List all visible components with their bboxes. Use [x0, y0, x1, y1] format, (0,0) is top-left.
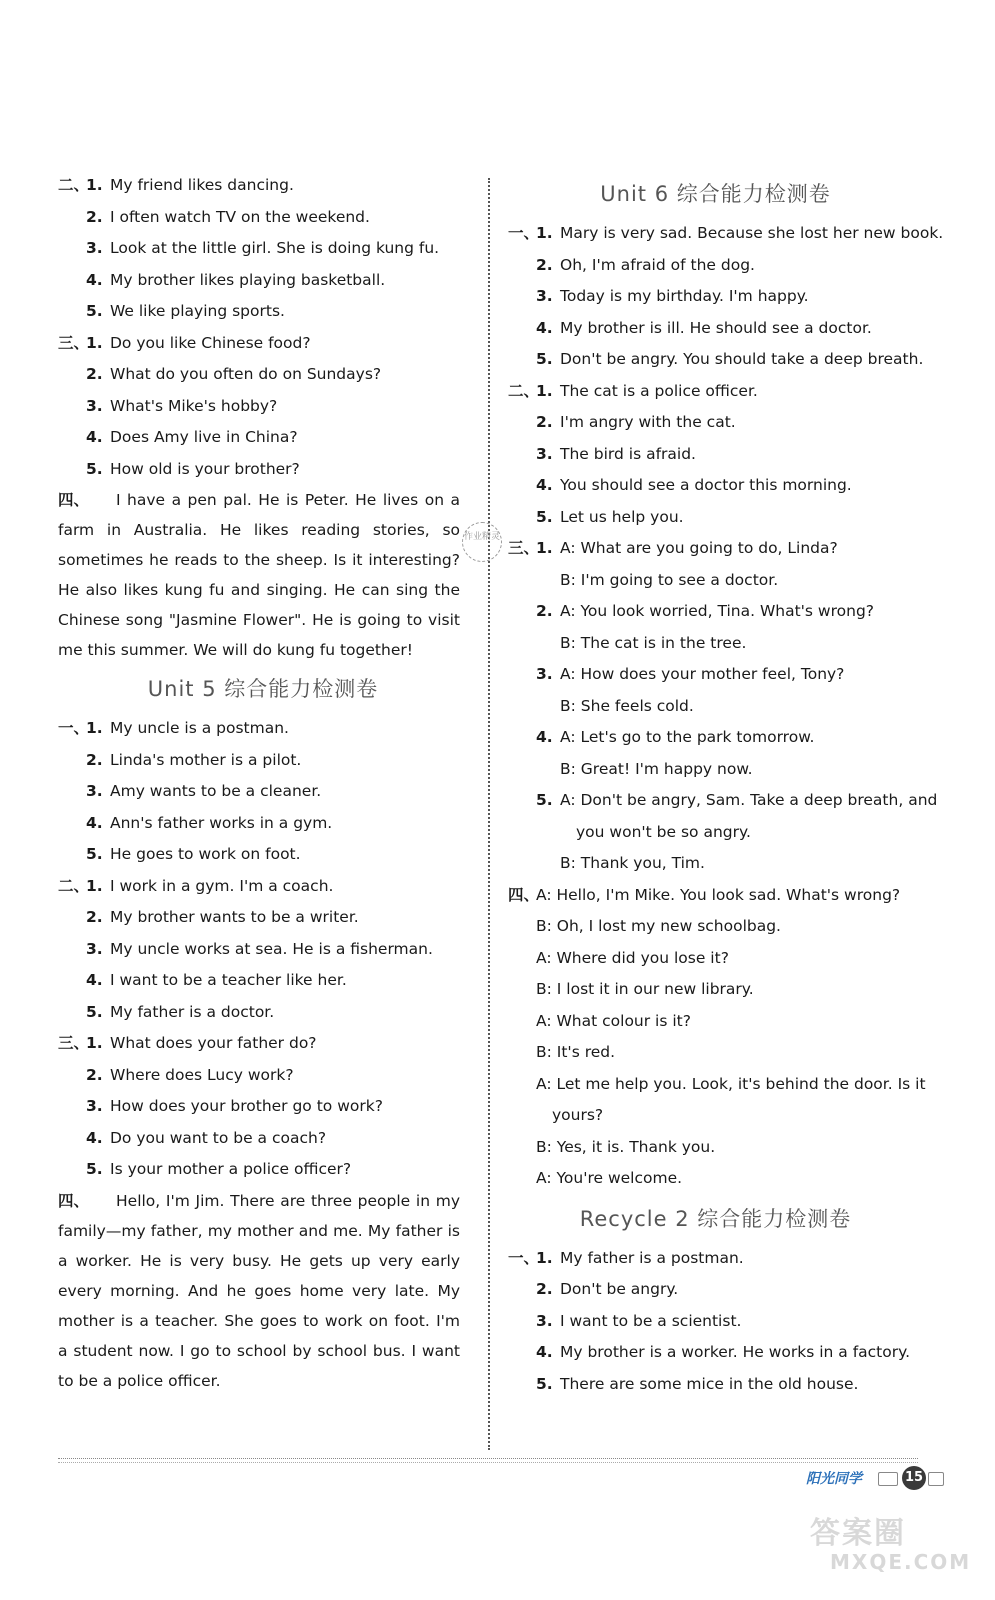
- list-item: 4. I want to be a teacher like her.: [86, 971, 347, 989]
- section-marker: 三、: [58, 1034, 90, 1052]
- dialogue-line: B: I'm going to see a doctor.: [560, 570, 779, 589]
- unit5-section-2: [58, 871, 468, 1029]
- list-item: 2. Oh, I'm afraid of the dog.: [536, 255, 755, 274]
- list-item: 4. My brother likes playing basketball.: [86, 270, 386, 289]
- list-item: 4. Does Amy live in China?: [86, 428, 298, 446]
- list-item: 3. Today is my birthday. I'm happy.: [536, 287, 809, 305]
- list-item: 2. I'm angry with the cat.: [536, 413, 736, 431]
- unit5-section-4-paragraph: 四、 Hello, I'm Jim. There are three people in my family—my father, my mother and me. My father is a worker. He is very busy. He gets up very early every morning. And he goes home very late. My mother is a teacher. She goes to work on foot. I'm a student now. I go to school by school bus. I want to be a police officer.: [58, 1186, 468, 1396]
- dialogue-line: B: She feels cold.: [560, 696, 694, 715]
- footer-decoration-icon: [878, 1472, 898, 1486]
- list-item: 2. I often watch TV on the weekend.: [86, 207, 370, 226]
- section-marker: 二、: [58, 876, 90, 895]
- dialogue-line: B: Oh, I lost my new schoolbag.: [536, 917, 781, 935]
- list-item: 3. What's Mike's hobby?: [86, 396, 278, 415]
- dialogue-line: 三、 1. A: What are you going to do, Linda?: [508, 533, 923, 565]
- footer-divider: [58, 1462, 918, 1463]
- section-2: [58, 170, 468, 328]
- dialogue-line: A: Where did you lose it?: [536, 948, 729, 967]
- list-item: 2. My brother wants to be a writer.: [86, 908, 359, 926]
- list-item: 5. How old is your brother?: [86, 459, 300, 478]
- section-4-paragraph: 四、 I have a pen pal. He is Peter. He lives on a farm in Australia. He likes reading stories, so sometimes he reads to the sheep. Is it interesting? He also likes kung fu and singing. He can sing the Chinese song "Jasmine Flower". He is going to visit me this summer. We will do kung fu together!: [58, 485, 468, 665]
- list-item: 5. My father is a doctor.: [86, 1002, 275, 1021]
- list-item: 三、 1. What does your father do?: [58, 1028, 468, 1060]
- dialogue-line: A: You're welcome.: [536, 1169, 683, 1187]
- list-item: 4. My brother is a worker. He works in a factory.: [536, 1343, 911, 1361]
- section-3: [58, 328, 468, 486]
- unit5-section-3: [58, 1028, 468, 1186]
- list-item: 3. Amy wants to be a cleaner.: [86, 782, 322, 800]
- recycle2-section-1: [508, 1243, 923, 1401]
- section-marker: 四、: [508, 885, 540, 904]
- list-item: 4. You should see a doctor this morning.: [536, 476, 852, 494]
- list-item: 5. There are some mice in the old house.: [536, 1374, 859, 1393]
- watermark-text: MXQE.COM: [830, 1550, 972, 1574]
- footer-decoration-icon: [928, 1472, 944, 1486]
- list-item: 3. Look at the little girl. She is doing kung fu.: [86, 239, 440, 257]
- unit6-section-4: [508, 880, 926, 1195]
- list-item: 4. Do you want to be a coach?: [86, 1128, 327, 1147]
- dialogue-line: B: I lost it in our new library.: [536, 980, 754, 998]
- page-number: 15: [902, 1466, 926, 1490]
- list-item: 4. Ann's father works in a gym.: [86, 813, 333, 832]
- section-marker: 一、: [508, 1248, 540, 1267]
- section-marker: 一、: [58, 719, 90, 737]
- list-item: 2. Don't be angry.: [536, 1280, 679, 1298]
- section-marker: 二、: [508, 381, 540, 400]
- section-marker: 四、: [58, 1191, 90, 1210]
- list-item: 3. The bird is afraid.: [536, 444, 696, 463]
- section-marker: 一、: [508, 224, 540, 242]
- footer-divider: [58, 1458, 918, 1459]
- list-item: 一、 1. Mary is very sad. Because she lost her new book.: [508, 218, 923, 250]
- section-marker: 三、: [508, 539, 540, 557]
- dialogue-line: 2. A: You look worried, Tina. What's wrong?: [536, 602, 875, 620]
- dialogue-line: yours?: [552, 1106, 604, 1124]
- watermark-logo: 答案圈: [810, 1516, 906, 1551]
- dialogue-line: you won't be so angry.: [576, 822, 751, 841]
- section-marker: 二、: [58, 176, 90, 194]
- dialogue-line: B: Yes, it is. Thank you.: [536, 1137, 716, 1156]
- brand-logo: 阳光同学: [806, 1471, 862, 1487]
- unit5-title: Unit 5 综合能力检测卷: [147, 677, 379, 701]
- list-item: 5. Don't be angry. You should take a deep breath.: [536, 350, 924, 368]
- left-column: [58, 170, 468, 1396]
- list-item: 5. He goes to work on foot.: [86, 845, 301, 863]
- list-item: 5. We like playing sports.: [86, 302, 285, 320]
- stamp-logo: 作业精灵: [462, 522, 502, 562]
- dialogue-line: 4. A: Let's go to the park tomorrow.: [536, 728, 815, 746]
- list-item: 三、 1. Do you like Chinese food?: [58, 328, 468, 360]
- list-item: 3. My uncle works at sea. He is a fisherman.: [86, 939, 433, 958]
- dialogue-line: B: Great! I'm happy now.: [560, 759, 753, 778]
- dialogue-line: B: The cat is in the tree.: [560, 633, 747, 652]
- list-item: 一、 1. My father is a postman.: [508, 1243, 923, 1275]
- list-item: 3. How does your brother go to work?: [86, 1097, 383, 1115]
- list-item: 2. What do you often do on Sundays?: [86, 365, 382, 383]
- recycle2-title: Recycle 2 综合能力检测卷: [579, 1206, 852, 1231]
- list-item: 3. I want to be a scientist.: [536, 1311, 742, 1330]
- list-item: 2. Where does Lucy work?: [86, 1065, 294, 1084]
- section-marker: 四、: [58, 491, 90, 509]
- unit5-section-1: [58, 713, 468, 871]
- unit6-section-2: [508, 376, 923, 534]
- list-item: 4. My brother is ill. He should see a doctor.: [536, 318, 872, 337]
- unit6-title: Unit 6 综合能力检测卷: [600, 182, 831, 206]
- dialogue-line: B: It's red.: [536, 1043, 616, 1061]
- dialogue-line: 四、 A: Hello, I'm Mike. You look sad. What's wrong?: [508, 880, 923, 912]
- unit6-section-1: [508, 218, 944, 376]
- list-item: 一、 1. My uncle is a postman.: [58, 713, 468, 745]
- dialogue-line: B: Thank you, Tim.: [560, 854, 705, 872]
- section-marker: 三、: [58, 333, 90, 352]
- unit6-section-3: [508, 533, 938, 880]
- dialogue-line: 3. A: How does your mother feel, Tony?: [536, 665, 845, 683]
- list-item: 5. Is your mother a police officer?: [86, 1160, 352, 1178]
- list-item: 2. Linda's mother is a pilot.: [86, 750, 302, 769]
- dialogue-line: A: Let me help you. Look, it's behind the door. Is it: [536, 1074, 926, 1093]
- list-item: 5. Let us help you.: [536, 507, 684, 526]
- list-item: 二、 1. The cat is a police officer.: [508, 376, 923, 408]
- dialogue-line: A: What colour is it?: [536, 1011, 691, 1030]
- column-divider: [488, 178, 490, 1450]
- right-column: [508, 170, 944, 1400]
- list-item: 二、 1. My friend likes dancing.: [58, 170, 468, 202]
- list-item: 二、 1. I work in a gym. I'm a coach.: [58, 871, 468, 903]
- dialogue-line: 5. A: Don't be angry, Sam. Take a deep breath, and: [536, 791, 938, 809]
